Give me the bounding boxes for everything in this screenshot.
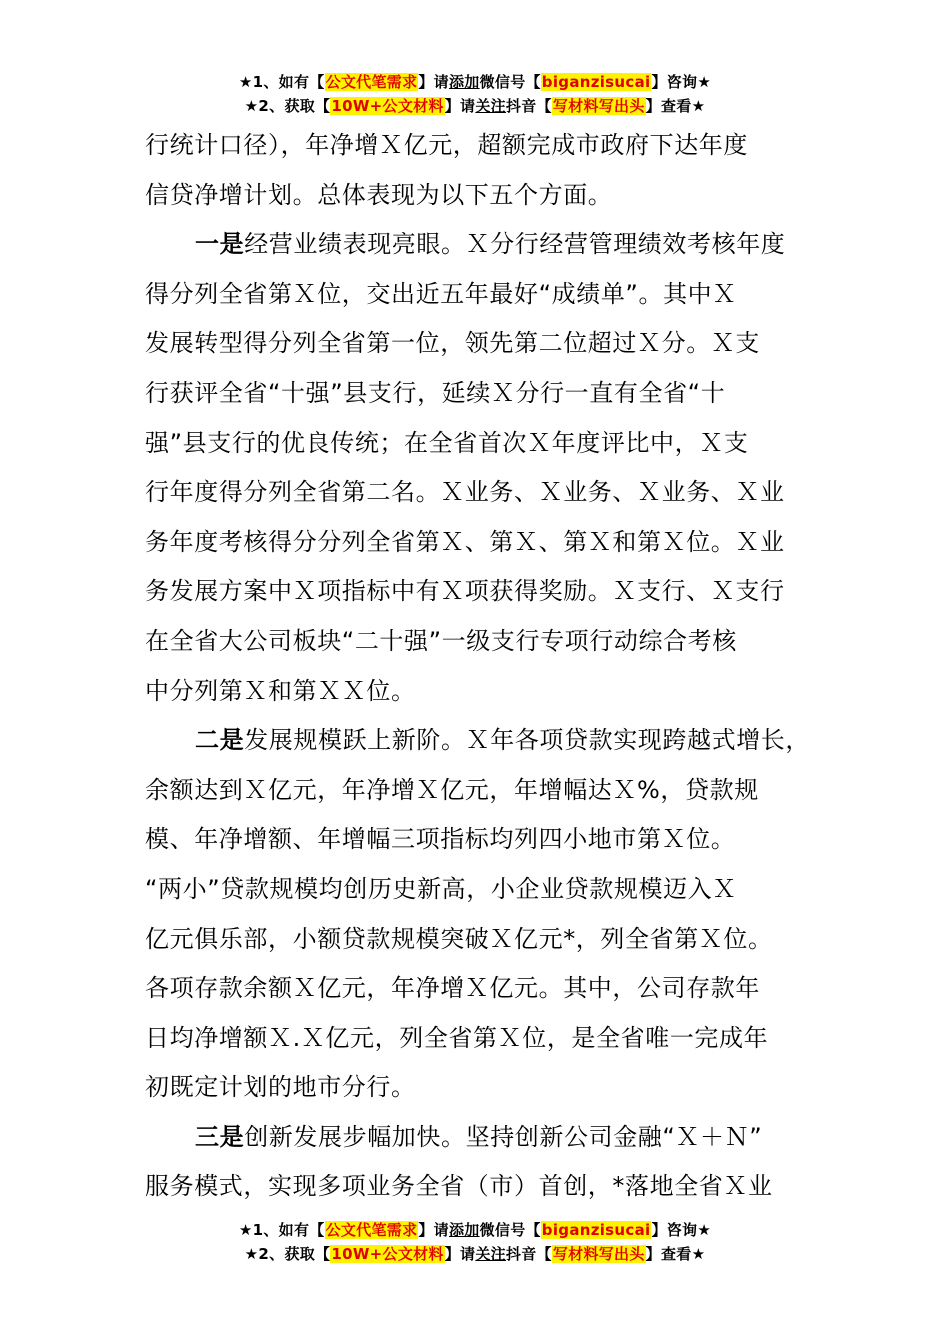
banner-text: ★2、获取【 bbox=[244, 1245, 331, 1263]
footer-banner bbox=[0, 1218, 950, 1266]
banner-line-2 bbox=[0, 94, 950, 118]
banner-highlight: 10W+公文材料 bbox=[331, 97, 444, 115]
banner-emphasis: 添加 bbox=[448, 1221, 480, 1239]
text-line: 亿元俱乐部，小额贷款规模突破Ｘ亿元*，列全省第Ｘ位。 bbox=[145, 924, 773, 953]
banner-line-1 bbox=[0, 70, 950, 94]
text-line: 初既定计划的地市分行。 bbox=[145, 1073, 416, 1102]
text-segment: 发展规模跃上新阶。Ｘ年各项贷款实现跨越式增长， bbox=[244, 726, 811, 755]
banner-line-2 bbox=[0, 1242, 950, 1266]
text-line: 信贷净增计划。总体表现为以下五个方面。 bbox=[145, 180, 613, 209]
text-line bbox=[145, 1113, 835, 1163]
banner-wechat-id: biganzisucai bbox=[541, 1221, 651, 1239]
text-line: 行获评全省“十强”县支行，延续Ｘ分行一直有全省“十 bbox=[145, 378, 726, 407]
text-line: 行统计口径），年净增Ｘ亿元，超额完成市政府下达年度 bbox=[145, 131, 748, 159]
text-line: 在全省大公司板块“二十强”一级支行专项行动综合考核 bbox=[145, 626, 737, 655]
banner-text: 抖音【 bbox=[505, 1245, 552, 1263]
text-segment: 创新发展步幅加快。坚持创新公司金融“Ｘ＋Ｎ” bbox=[244, 1122, 763, 1151]
banner-highlight: 公文代笔需求 bbox=[325, 73, 418, 91]
banner-douyin-id: 写材料写出头 bbox=[552, 1245, 645, 1263]
banner-text: 】请 bbox=[444, 1245, 476, 1263]
text-line bbox=[145, 220, 835, 270]
text-line: “两小”贷款规模均创历史新高，小企业贷款规模迈入Ｘ bbox=[145, 874, 737, 903]
paragraph-continuation bbox=[145, 121, 835, 220]
paragraph-operating-performance bbox=[145, 220, 835, 716]
banner-emphasis: 添加 bbox=[448, 73, 480, 91]
text-line: 服务模式，实现多项业务全省（市）首创，*落地全省Ｘ业 bbox=[145, 1172, 773, 1201]
banner-text: 】查看★ bbox=[645, 1245, 706, 1263]
banner-douyin-id: 写材料写出头 bbox=[552, 97, 645, 115]
paragraph-innovation bbox=[145, 1113, 835, 1212]
banner-text: 抖音【 bbox=[505, 97, 552, 115]
text-line: 行年度得分列全省第二名。Ｘ业务、Ｘ业务、Ｘ业务、Ｘ业 bbox=[145, 478, 785, 507]
banner-text: ★2、获取【 bbox=[244, 97, 331, 115]
text-line: 得分列全省第Ｘ位，交出近五年最好“成绩单”。其中Ｘ bbox=[145, 279, 737, 308]
banner-text: 】咨询★ bbox=[651, 1221, 712, 1239]
banner-text: 】咨询★ bbox=[651, 73, 712, 91]
paragraph-development-scale bbox=[145, 716, 835, 1113]
banner-text: 】请 bbox=[444, 97, 476, 115]
banner-text: ★1、如有【 bbox=[238, 1221, 325, 1239]
banner-emphasis: 关注 bbox=[475, 1245, 506, 1263]
banner-text: 】请 bbox=[418, 1221, 449, 1239]
text-line: 务发展方案中Ｘ项指标中有Ｘ项获得奖励。Ｘ支行、Ｘ支行 bbox=[145, 577, 785, 606]
banner-wechat-id: biganzisucai bbox=[541, 73, 651, 91]
banner-text: ★1、如有【 bbox=[238, 73, 325, 91]
text-line: 日均净增额Ｘ.Ｘ亿元，列全省第Ｘ位，是全省唯一完成年 bbox=[145, 1023, 769, 1052]
banner-highlight: 公文代笔需求 bbox=[325, 1221, 418, 1239]
text-line: 余额达到Ｘ亿元，年净增Ｘ亿元，年增幅达Ｘ%，贷款规 bbox=[145, 775, 759, 804]
text-line bbox=[145, 716, 835, 766]
paragraph-lead: 二是 bbox=[195, 726, 245, 755]
banner-text: 微信号【 bbox=[479, 73, 541, 91]
text-line: 模、年净增额、年增幅三项指标均列四小地市第Ｘ位。 bbox=[145, 825, 736, 854]
text-line: 各项存款余额Ｘ亿元，年净增Ｘ亿元。其中，公司存款年 bbox=[145, 974, 760, 1003]
paragraph-lead: 三是 bbox=[195, 1122, 245, 1151]
banner-emphasis: 关注 bbox=[475, 97, 506, 115]
banner-line-1 bbox=[0, 1218, 950, 1242]
paragraph-lead: 一是 bbox=[195, 230, 245, 259]
banner-text: 】请 bbox=[418, 73, 449, 91]
banner-highlight: 10W+公文材料 bbox=[331, 1245, 444, 1263]
text-line: 中分列第Ｘ和第ＸＸ位。 bbox=[145, 676, 416, 705]
text-line: 强”县支行的优良传统；在全省首次Ｘ年度评比中，Ｘ支 bbox=[145, 428, 749, 457]
header-banner bbox=[0, 70, 950, 118]
document-body bbox=[145, 121, 835, 1212]
banner-text: 】查看★ bbox=[645, 97, 706, 115]
text-line: 发展转型得分列全省第一位，领先第二位超过Ｘ分。Ｘ支 bbox=[145, 329, 760, 358]
banner-text: 微信号【 bbox=[479, 1221, 541, 1239]
text-segment: 经营业绩表现亮眼。Ｘ分行经营管理绩效考核年度 bbox=[244, 230, 786, 259]
text-line: 务年度考核得分分列全省第Ｘ、第Ｘ、第Ｘ和第Ｘ位。Ｘ业 bbox=[145, 527, 785, 556]
